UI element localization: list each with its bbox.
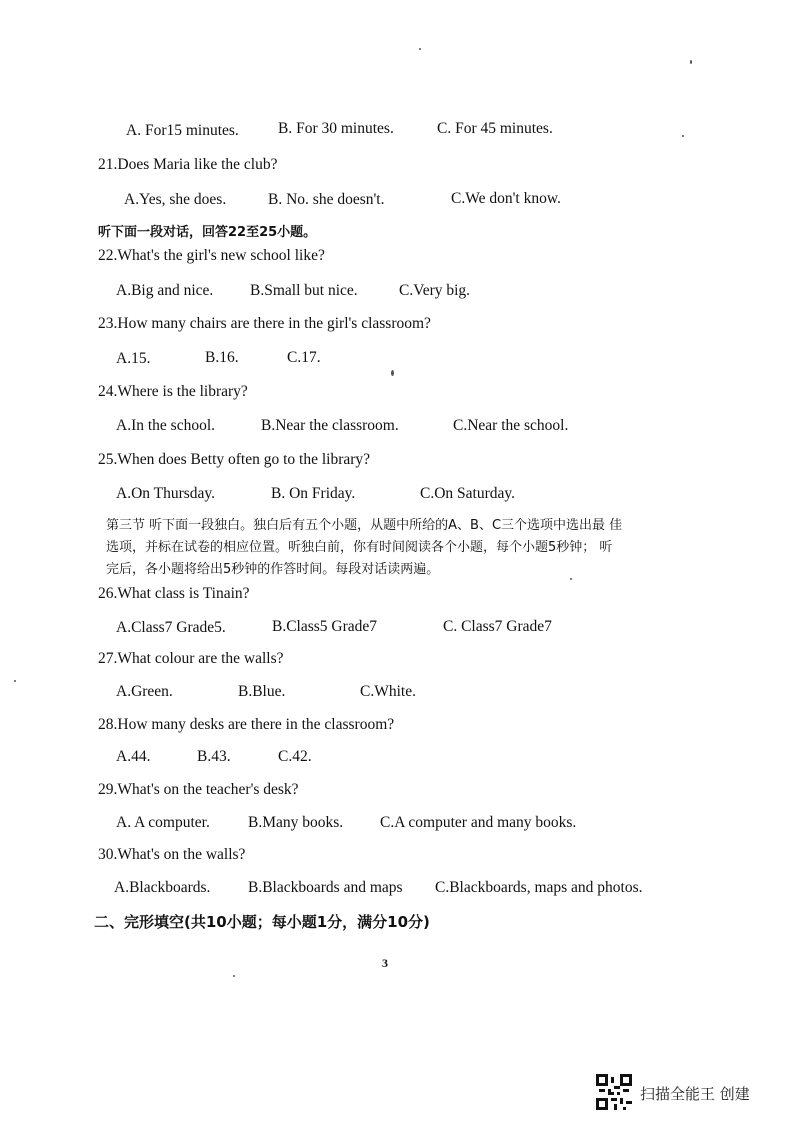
q29-question: 29.What's on the teacher's desk?	[98, 781, 299, 798]
part2-cloze-title: 二、完形填空(共10小题；每小题1分，满分10分)	[94, 913, 430, 931]
q22-option-b: B.Small but nice.	[250, 282, 358, 299]
section3-instruction-line3: 完后，各小题将给出5秒钟的作答时间。每段对话读两遍。	[106, 562, 440, 577]
q27-option-c: C.White.	[360, 683, 416, 700]
scan-speck	[391, 370, 394, 376]
q27-question: 27.What colour are the walls?	[98, 650, 284, 667]
q22-option-c: C.Very big.	[399, 282, 471, 299]
scan-speck	[419, 48, 421, 50]
q26-question: 26.What class is Tinain?	[98, 585, 250, 602]
q24-option-a: A.In the school.	[116, 417, 216, 434]
q20-option-c: C. For 45 minutes.	[437, 120, 553, 137]
q28-option-c: C.42.	[278, 748, 312, 765]
scan-speck	[682, 135, 684, 137]
q30-option-b: B.Blackboards and maps	[248, 879, 403, 896]
q24-option-c: C.Near the school.	[453, 417, 569, 434]
instruction-22-25: 听下面一段对话，回答22至25小题。	[98, 225, 317, 240]
q29-option-a: A. A computer.	[116, 814, 210, 831]
q23-option-c: C.17.	[287, 349, 321, 366]
q28-option-a: A.44.	[116, 748, 151, 765]
q28-option-b: B.43.	[197, 748, 231, 765]
q25-option-c: C.On Saturday.	[420, 485, 515, 502]
q27-option-a: A.Green.	[116, 683, 173, 700]
qr-code-icon	[596, 1074, 632, 1110]
q26-option-c: C. Class7 Grade7	[443, 618, 552, 635]
q26-option-a: A.Class7 Grade5.	[116, 619, 226, 636]
scan-speck	[690, 60, 692, 64]
scan-speck	[570, 578, 572, 580]
q21-option-c: C.We don't know.	[451, 190, 561, 207]
page-number: 3	[382, 956, 388, 970]
q24-option-b: B.Near the classroom.	[261, 417, 399, 434]
section3-instruction-line1: 第三节 听下面一段独白。独白后有五个小题，从题中所给的A、B、C三个选项中选出最 佳	[106, 518, 623, 533]
q30-option-c: C.Blackboards, maps and photos.	[435, 879, 643, 896]
q22-question: 22.What's the girl's new school like?	[98, 247, 325, 264]
q30-question: 30.What's on the walls?	[98, 846, 246, 863]
q30-option-a: A.Blackboards.	[114, 879, 211, 896]
scan-speck	[233, 975, 235, 977]
q23-option-a: A.15.	[116, 350, 151, 367]
section3-instruction-line2: 选项，并标在试卷的相应位置。听独白前，你有时间阅读各个小题，每个小题5秒钟； 听	[106, 540, 613, 555]
q21-question: 21.Does Maria like the club?	[98, 156, 278, 173]
q29-option-b: B.Many books.	[248, 814, 344, 831]
q25-question: 25.When does Betty often go to the library?	[98, 451, 371, 468]
q25-option-b: B. On Friday.	[271, 485, 356, 502]
q21-option-a: A.Yes, she does.	[124, 191, 227, 208]
q26-option-b: B.Class5 Grade7	[272, 618, 378, 635]
q27-option-b: B.Blue.	[238, 683, 286, 700]
q20-option-b: B. For 30 minutes.	[278, 120, 394, 137]
q25-option-a: A.On Thursday.	[116, 485, 216, 502]
q23-question: 23.How many chairs are there in the girl's classroom?	[98, 315, 431, 332]
q23-option-b: B.16.	[205, 349, 239, 366]
q28-question: 28.How many desks are there in the classroom?	[98, 716, 395, 733]
q21-option-b: B. No. she doesn't.	[268, 191, 385, 208]
q29-option-c: C.A computer and many books.	[380, 814, 577, 831]
scanner-watermark: 扫描全能王 创建	[640, 1085, 750, 1103]
scan-speck	[14, 680, 16, 682]
q24-question: 24.Where is the library?	[98, 383, 248, 400]
q20-option-a: A. For15 minutes.	[126, 122, 239, 139]
q22-option-a: A.Big and nice.	[116, 282, 214, 299]
